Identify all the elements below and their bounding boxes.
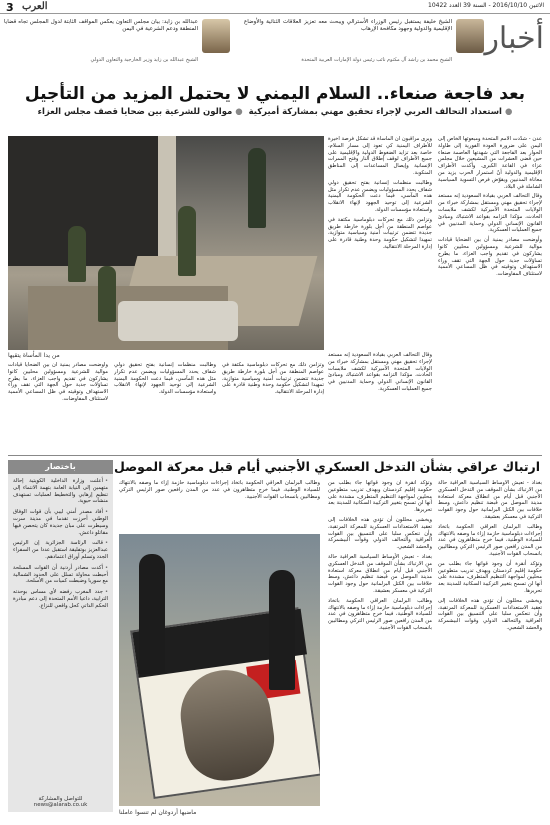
header-news-caption: الشيخ عبدالله بن زايد وزير الخارجية والتعاون الدولي (90, 57, 198, 63)
list-item: • أفاد مصدر أمني ليبي بأن قوات الوفاق الوطني أحرزت تقدما في مدينة سرت وسيطرت على مبان جديدة كان يتحصن فيها مقاتلو داعش. (13, 509, 108, 536)
list-item: • قالت الرئاسة الجزائرية إن الرئيس عبدالعزيز بوتفليقة استقبل عددا من السفراء الجدد وتسلم أوراق اعتمادهم. (13, 540, 108, 560)
article-column: وطالبت منظمات إنسانية بفتح تحقيق دولي شفاف يحدد المسؤوليات ويضمن عدم تكرار مثل هذه المآسي، فيما دعت الحكومة اليمنية الشرعية إلى توحيد الجهود لإنهاء الانقلاب واستعادة مؤسسات الدولة. (114, 362, 216, 396)
subheadline (8, 106, 542, 118)
second-headline: ارتباك عراقي بشأن التدخل العسكري الأجنبي أيام قبل معركة الموصل (113, 459, 541, 474)
page-number: 3 (6, 1, 14, 14)
header-news-text: الشيخ خليفة يستقبل رئيس الوزراء الأسترالي ويبحث معه تعزيز العلاقات الثنائية والأوضاع الإقليمية والدولية وجهود مكافحة الإرهاب (244, 19, 452, 32)
article-column: وتزامن ذلك مع تحركات دبلوماسية مكثفة في عواصم المنطقة من أجل بلورة خارطة طريق جديدة تتضمن ترتيبات أمنية وسياسية متوازية، تمهيدا لتشكيل حكومة وحدة وطنية قادرة على إدارة المرحلة الانتقالية. (222, 362, 324, 396)
header-news-box-right (244, 17, 484, 79)
article-column: وطالب البرلمان العراقي الحكومة باتخاذ إجراءات دبلوماسية حازمة إزاء ما وصفه بالانتهاك للسيادة الوطنية، فيما خرج متظاهرون في عدد من المدن رافعين صور الرئيس التركي ومطالبين بانسحاب القوات الأجنبية. (119, 480, 320, 500)
article-column: وقال التحالف العربي بقيادة السعودية إنه مستعد لإجراء تحقيق مهني ومستقل بمشاركة خبراء من الولايات المتحدة الأميركية لكشف ملابسات الحادث، مؤكدا التزامه بقواعد الاشتباك ومبادئ القانون الإنساني الدولي وحماية المدنيين في جميع العمليات العسكرية. (328, 352, 432, 392)
header-news-box-left (4, 17, 230, 79)
list-item: • أعلنت وزارة الداخلية الكويتية إحالة متهمين إلى النيابة العامة بتهمة الانتماء إلى تنظيم إرهابي والتخطيط لعمليات تستهدف منشآت حيوية. (13, 478, 108, 505)
yemen-rubble-photo (8, 136, 324, 350)
subhead-1: استعداد التحالف العربي لإجراء تحقيق مهني بمشاركة أميركية (248, 107, 502, 117)
list-item: • جدد المغرب رفضه لأي مساس بوحدته الترابية، داعيا الأمم المتحدة إلى دعم مبادرة الحكم الذاتي كحل واقعي للنزاع. (13, 589, 108, 609)
contact-email-link[interactable]: news@alarab.co.uk (33, 802, 88, 808)
article-column: ويرى مراقبون أن المأساة قد تشكّل فرصة أخيرة للأطراف اليمنية كي تعود إلى مسار السلام، خاصة بعد تزايد الضغوط الدولية والإقليمية على جميع الأطراف لوقف إطلاق النار وفتح الممرات الإنسانية وإيصال المساعدات إلى المناطق المنكوبة. وطالبت منظمات إنسانية بفتح تحقيق دولي شفاف يحدد المسؤوليات ويضمن عدم تكرار مثل هذه المآسي، فيما دعت الحكومة اليمنية الشرعية إلى توحيد الجهود لإنهاء الانقلاب واستعادة مؤسسات الدولة. وتزامن ذلك مع تحركات دبلوماسية مكثفة في عواصم المنطقة من أجل بلورة خارطة طريق جديدة تتضمن ترتيبات أمنية وسياسية متوازية، تمهيدا لتشكيل حكومة وحدة وطنية قادرة على إدارة المرحلة الانتقالية. (328, 136, 432, 250)
news-brief-sidebar (8, 460, 113, 812)
photo-caption: من يدا المأساة يتقيها (8, 352, 60, 359)
bullet-icon: ● (504, 107, 513, 117)
article-column: عدن - شدّدت الأمم المتحدة ومبعوثها الخاص إلى اليمن على ضرورة العودة الفورية إلى طاولة الحوار بعد الفاجعة التي شهدتها العاصمة صنعاء حين قضى العشرات من المشيعين خلال مجلس عزاء في القاعة الكبرى. وأكدت الأطراف الإقليمية والدولية أنّ استمرار الحرب يزيد من معاناة المدنيين ويقوّض فرص التسوية السياسية الشاملة في البلاد. وقال التحالف العربي بقيادة السعودية إنه مستعد لإجراء تحقيق مهني ومستقل بمشاركة خبراء من الولايات المتحدة الأميركية لكشف ملابسات الحادث، مؤكدا التزامه بقواعد الاشتباك ومبادئ القانون الإنساني الدولي وحماية المدنيين في جميع العمليات العسكرية. وأوضحت مصادر يمنية أن بين الضحايا قيادات موالية للشرعية ومسؤولين محليين كانوا يشاركون في تقديم واجب العزاء، ما يطرح تساؤلات جدية حول الجهة التي تقف وراء الاستهداف وتوقيته في ظل المساعي الأممية لاستئناف المفاوضات. (438, 136, 542, 278)
sidebar-items (8, 474, 113, 618)
header-news-text: عبدالله بن زايد: بيان مجلس التعاون يعكس المواقف الثابتة لدول المجلس تجاه قضايا المنطقة ودعم الشرعية في اليمن (4, 19, 198, 32)
sidebar-footer (8, 796, 113, 808)
dateline: الاثنين 2016/10/10 - السنة 39 العدد 10422 (428, 2, 544, 9)
section-divider (8, 455, 542, 456)
article-column: وأوضحت مصادر يمنية أن بين الضحايا قيادات موالية للشرعية ومسؤولين محليين كانوا يشاركون في تقديم واجب العزاء، ما يطرح تساؤلات جدية حول الجهة التي تقف وراء الاستهداف وتوقيته في ظل المساعي الأممية لاستئناف المفاوضات. (8, 362, 108, 402)
section-title: أخبار (484, 21, 544, 56)
bullet-icon: ● (235, 107, 243, 117)
portrait-image (456, 19, 484, 53)
article-column: بغداد - تعيش الأوساط السياسية العراقية حالة من الارتباك بشأن الموقف من التدخل العسكري الأجنبي قبل أيام من انطلاق معركة استعادة مدينة الموصل من قبضة تنظيم داعش، وسط خلافات بين الكتل البرلمانية حول وجود القوات التركية في معسكر بعشيقة. وطالب البرلمان العراقي الحكومة باتخاذ إجراءات دبلوماسية حازمة إزاء ما وصفه بالانتهاك للسيادة الوطنية، فيما خرج متظاهرون في عدد من المدن رافعين صور الرئيس التركي ومطالبين بانسحاب القوات الأجنبية. وتؤكد أنقرة أن وجود قواتها جاء بطلب من حكومة إقليم كردستان وبهدف تدريب متطوعين محليين لمواجهة التنظيم المتطرف، مشددة على أنها لن تسمح بتغيير التركيبة السكانية للمدينة بعد تحريرها. ويخشى محللون أن تؤدي هذه الخلافات إلى تعقيد الاستعدادات العسكرية للمعركة المرتقبة، وأن تنعكس سلبا على التنسيق بين القوات العراقية والتحالف الدولي وقوات البيشمركة والحشد الشعبي. (438, 480, 542, 631)
iraq-protest-photo (119, 534, 320, 806)
portrait-image (202, 19, 230, 53)
page-header (0, 15, 550, 83)
main-headline: بعد فاجعة صنعاء.. السلام اليمني لا يحتمل المزيد من التأجيل (24, 84, 526, 104)
subhead-2: موالون للشرعية بين ضحايا قصف مجلس العزاء (37, 107, 233, 117)
contact-label: للتواصل والمشاركة (38, 796, 83, 802)
photo-caption: ماضيها أردوغان لم تنسوا عاملنا (119, 809, 197, 816)
masthead-logo: العرب (22, 1, 48, 12)
top-bar (0, 0, 550, 14)
article-column: وتؤكد أنقرة أن وجود قواتها جاء بطلب من حكومة إقليم كردستان وبهدف تدريب متطوعين محليين لمواجهة التنظيم المتطرف، مشددة على أنها لن تسمح بتغيير التركيبة السكانية للمدينة بعد تحريرها. ويخشى محللون أن تؤدي هذه الخلافات إلى تعقيد الاستعدادات العسكرية للمعركة المرتقبة، وأن تنعكس سلبا على التنسيق بين القوات العراقية والتحالف الدولي وقوات البيشمركة والحشد الشعبي. بغداد - تعيش الأوساط السياسية العراقية حالة من الارتباك بشأن الموقف من التدخل العسكري الأجنبي قبل أيام من انطلاق معركة استعادة مدينة الموصل من قبضة تنظيم داعش، وسط خلافات بين الكتل البرلمانية حول وجود القوات التركية في معسكر بعشيقة. وطالب البرلمان العراقي الحكومة باتخاذ إجراءات دبلوماسية حازمة إزاء ما وصفه بالانتهاك للسيادة الوطنية، فيما خرج متظاهرون في عدد من المدن رافعين صور الرئيس التركي ومطالبين بانسحاب القوات الأجنبية. (328, 480, 432, 631)
list-item: • أكدت مصادر أردنية أن القوات المسلحة أحبطت محاولة تسلل على الحدود الشمالية مع سوريا وضبطت كميات من الأسلحة. (13, 565, 108, 585)
header-news-caption: الشيخ محمد بن راشد آل مكتوم نائب رئيس دولة الإمارات العربية المتحدة (301, 57, 452, 63)
sidebar-title: باختصار (8, 460, 113, 474)
